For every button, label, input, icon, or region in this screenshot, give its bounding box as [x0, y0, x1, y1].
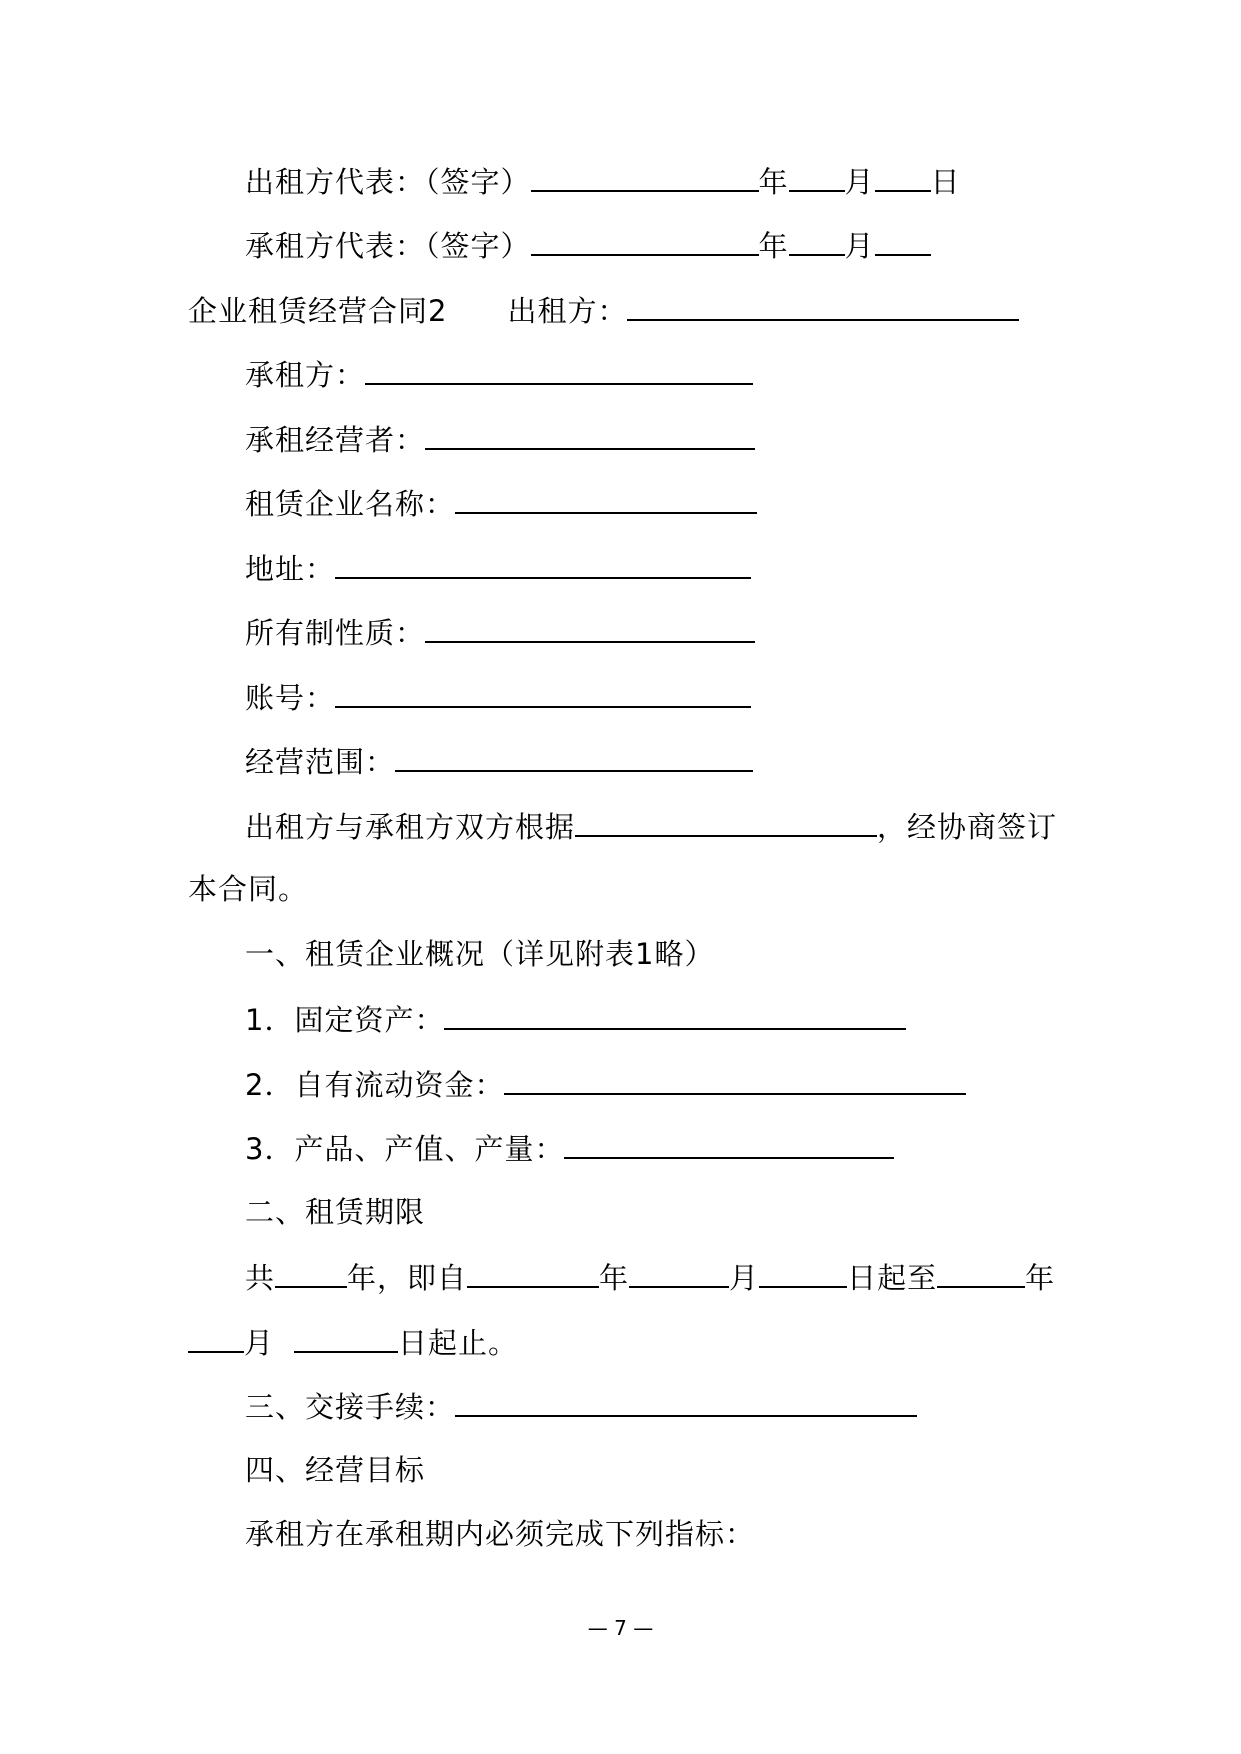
- working-capital-line: [245, 1063, 966, 1105]
- enterprise-name-label: 租赁企业名称：: [245, 487, 456, 521]
- contract-title: 企业租赁经营合同2: [188, 294, 448, 328]
- operator-label: 承租经营者：: [245, 423, 426, 457]
- contract-title-line: [188, 289, 1019, 331]
- lessor-representative-signature-line: [245, 160, 961, 202]
- start-year-label: 年: [599, 1261, 630, 1295]
- lessee-line: [245, 353, 753, 395]
- working-capital-blank[interactable]: [504, 1063, 966, 1095]
- basis-line: [245, 805, 1057, 847]
- business-scope-blank[interactable]: [395, 740, 753, 772]
- fixed-assets-blank[interactable]: [444, 998, 906, 1030]
- fixed-assets-label: 1．固定资产：: [245, 1003, 445, 1037]
- day-blank[interactable]: [875, 224, 931, 256]
- operator-blank[interactable]: [425, 418, 755, 450]
- term-to-label: 日起至: [847, 1261, 938, 1295]
- term-from-label: 年，即自: [347, 1261, 468, 1295]
- years-count-blank[interactable]: [275, 1256, 347, 1288]
- lessor-representative-label: 出租方代表：（签字）: [245, 165, 531, 199]
- lessor-label: 出租方：: [507, 294, 628, 328]
- end-month-blank[interactable]: [188, 1321, 244, 1353]
- products-label: 3．产品、产值、产量：: [245, 1132, 565, 1166]
- term-total-label: 共: [245, 1261, 276, 1295]
- section-4-title: 四、经营目标: [245, 1453, 426, 1487]
- day-label: 日: [930, 165, 961, 199]
- basis-blank[interactable]: [575, 805, 877, 837]
- account-line: [245, 676, 751, 718]
- term-end-label: 日起止。: [398, 1326, 519, 1360]
- page-number: — 7 —: [587, 1616, 654, 1640]
- enterprise-name-line: [245, 482, 757, 524]
- ownership-line: [245, 611, 755, 653]
- ownership-label: 所有制性质：: [245, 616, 426, 650]
- fixed-assets-line: [245, 998, 906, 1040]
- lessee-label: 承租方：: [245, 358, 366, 392]
- handover-label: 三、交接手续：: [245, 1390, 456, 1424]
- basis-continuation: [188, 869, 308, 909]
- address-blank[interactable]: [335, 547, 751, 579]
- targets-intro-text: 承租方在承租期内必须完成下列指标：: [245, 1517, 756, 1551]
- month-label: 月: [844, 165, 875, 199]
- address-label: 地址：: [245, 552, 336, 586]
- lease-term-line: [245, 1256, 1055, 1298]
- start-month-blank[interactable]: [629, 1256, 729, 1288]
- month-blank[interactable]: [789, 160, 845, 192]
- enterprise-name-blank[interactable]: [455, 482, 757, 514]
- start-month-label: 月: [729, 1261, 760, 1295]
- basis-continuation-text: 本合同。: [188, 872, 309, 906]
- ownership-blank[interactable]: [425, 611, 755, 643]
- products-blank[interactable]: [564, 1127, 894, 1159]
- operator-line: [245, 418, 755, 460]
- year-label: 年: [758, 229, 789, 263]
- working-capital-label: 2．自有流动资金：: [245, 1068, 505, 1102]
- lessee-blank[interactable]: [365, 353, 753, 385]
- address-line: [245, 547, 751, 589]
- signature-blank[interactable]: [531, 224, 759, 256]
- day-blank[interactable]: [875, 160, 931, 192]
- handover-blank[interactable]: [455, 1385, 917, 1417]
- targets-intro: [245, 1514, 755, 1554]
- business-scope-line: [245, 740, 753, 782]
- business-scope-label: 经营范围：: [245, 745, 396, 779]
- section-2-heading: [245, 1192, 425, 1232]
- end-year-label: 年: [1025, 1261, 1056, 1295]
- end-month-label: 月: [244, 1326, 275, 1360]
- lessee-representative-label: 承租方代表：（签字）: [245, 229, 531, 263]
- section-2-title: 二、租赁期限: [245, 1195, 426, 1229]
- year-label: 年: [758, 165, 789, 199]
- account-label: 账号：: [245, 681, 336, 715]
- start-day-blank[interactable]: [759, 1256, 847, 1288]
- lessee-representative-signature-line: [245, 224, 931, 266]
- month-label: 月: [844, 229, 875, 263]
- section-1-title: 一、租赁企业概况（详见附表1略）: [245, 937, 715, 971]
- end-day-blank[interactable]: [294, 1321, 398, 1353]
- start-year-blank[interactable]: [467, 1256, 599, 1288]
- section-4-heading: [245, 1450, 425, 1490]
- section-1-heading: [245, 934, 714, 974]
- basis-text-end: ，经协商签订: [877, 810, 1058, 844]
- account-blank[interactable]: [335, 676, 751, 708]
- end-year-blank[interactable]: [937, 1256, 1025, 1288]
- month-blank[interactable]: [789, 224, 845, 256]
- handover-line: [245, 1385, 917, 1427]
- basis-text: 出租方与承租方双方根据: [245, 810, 576, 844]
- lessor-blank[interactable]: [627, 289, 1019, 321]
- signature-blank[interactable]: [531, 160, 759, 192]
- products-line: [245, 1127, 894, 1169]
- lease-term-continuation: [188, 1321, 518, 1363]
